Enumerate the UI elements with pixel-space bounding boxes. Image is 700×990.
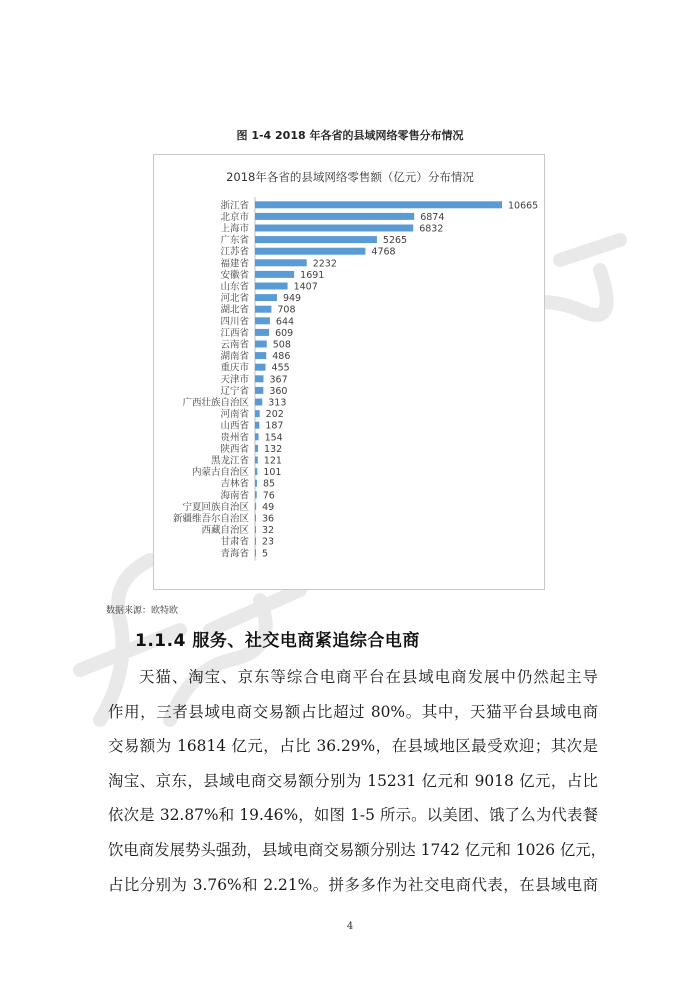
bar: [255, 480, 257, 487]
bar: [255, 503, 256, 510]
category-tick-label: 广东省: [220, 235, 249, 247]
category-tick-label: 江西省: [220, 327, 249, 339]
data-label: 5: [262, 548, 269, 560]
data-label: 6832: [419, 223, 444, 235]
category-tick-label: 江苏省: [220, 246, 249, 258]
section-heading: 1.1.4 服务、社交电商紧追综合电商: [135, 631, 420, 651]
category-tick-label: 上海市: [220, 223, 249, 235]
category-tick-label: 云南省: [220, 339, 249, 351]
data-label: 4768: [371, 246, 396, 258]
category-tick-label: 河南省: [220, 409, 249, 421]
bar: [255, 248, 365, 255]
category-tick-label: 北京市: [220, 211, 249, 223]
category-tick-label: 重庆市: [220, 362, 249, 374]
body-line: 占比分别为 3.76%和 2.21%。拼多多作为社交电商代表，在县域电商: [108, 875, 598, 894]
data-label: 1691: [300, 269, 325, 281]
bar: [255, 375, 263, 382]
bar: [255, 457, 258, 464]
body-line: 作用，三者县域电商交易额占比超过 80%。其中，天猫平台县域电商: [108, 702, 598, 721]
bar: [255, 515, 256, 522]
data-label: 32: [262, 525, 275, 537]
chart-title: 2018年各省的县域网络零售额（亿元）分布情况: [226, 170, 474, 184]
category-tick-label: 山西省: [220, 420, 249, 432]
bar: [255, 538, 256, 545]
data-label: 367: [269, 374, 288, 386]
bar: [255, 352, 266, 359]
data-label: 132: [264, 443, 283, 455]
bar: [255, 317, 270, 324]
bar: [255, 306, 271, 313]
data-label: 101: [263, 467, 282, 479]
category-tick-label: 甘肃省: [220, 536, 249, 548]
data-label: 6874: [420, 211, 445, 223]
category-tick-label: 河北省: [220, 293, 249, 305]
data-label: 508: [272, 339, 291, 351]
data-label: 10665: [508, 200, 539, 212]
bar: [255, 433, 259, 440]
bar-chart: [154, 155, 546, 591]
data-label: 187: [265, 420, 284, 432]
data-label: 36: [262, 513, 275, 525]
category-tick-label: 湖南省: [220, 351, 249, 363]
category-tick-label: 吉林省: [220, 478, 249, 490]
category-tick-label: 广西壮族自治区: [182, 397, 249, 409]
category-tick-label: 湖北省: [220, 304, 249, 316]
category-tick-label: 海南省: [220, 490, 249, 502]
body-line: 交易额为 16814 亿元，占比 36.29%，在县域地区最受欢迎；其次是: [108, 737, 598, 756]
body-line: 天猫、淘宝、京东等综合电商平台在县域电商发展中仍然起主导: [139, 668, 598, 686]
bar: [255, 410, 260, 417]
bar: [255, 294, 277, 301]
data-label: 76: [262, 490, 275, 502]
data-label: 85: [262, 478, 276, 490]
body-line: 淘宝、京东，县域电商交易额分别为 15231 亿元和 9018 亿元，占比: [108, 771, 598, 790]
category-tick-label: 福建省: [220, 258, 249, 270]
bar: [255, 445, 258, 452]
body-paragraph: [108, 660, 607, 902]
bar: [255, 422, 259, 429]
page-number: 4: [346, 921, 354, 932]
category-tick-label: 贵州省: [220, 432, 249, 444]
body-line: 依次是 32.87%和 19.46%，如图 1-5 所示。以美团、饿了么为代表餐: [108, 806, 598, 825]
bar: [255, 271, 294, 278]
category-tick-label: 黑龙江省: [210, 455, 249, 467]
data-label: 455: [271, 362, 290, 374]
figure-caption: 图 1-4 2018 年各省的县域网络零售分布情况: [236, 129, 464, 142]
bar: [255, 329, 269, 336]
data-label: 5265: [382, 235, 408, 247]
category-tick-label: 四川省: [220, 316, 249, 328]
data-label: 486: [272, 351, 291, 363]
data-label: 949: [282, 293, 302, 305]
bar: [255, 468, 257, 475]
bar: [255, 526, 256, 533]
data-label: 708: [277, 304, 296, 316]
category-tick-label: 宁夏回族自治区: [182, 501, 249, 513]
data-label: 609: [275, 327, 294, 339]
bar: [255, 491, 257, 498]
category-tick-label: 天津市: [220, 374, 249, 386]
category-tick-label: 安徽省: [220, 269, 249, 281]
bar: [255, 341, 267, 348]
data-label: 1407: [293, 281, 318, 293]
category-tick-label: 西藏自治区: [201, 525, 249, 537]
data-label: 23: [262, 536, 275, 548]
data-label: 121: [263, 455, 282, 467]
bar: [255, 225, 413, 232]
category-tick-label: 新疆维吾尔自治区: [172, 513, 249, 525]
bar: [255, 387, 263, 394]
bar: [255, 259, 307, 266]
data-label: 360: [269, 385, 288, 397]
bar: [255, 283, 288, 290]
category-tick-label: 青海省: [220, 548, 249, 560]
bar: [255, 201, 502, 208]
bar: [255, 213, 414, 220]
chart-container: [153, 154, 545, 590]
category-tick-label: 山东省: [220, 281, 249, 293]
bar: [255, 399, 262, 406]
data-label: 202: [265, 409, 284, 421]
category-tick-label: 浙江省: [220, 200, 249, 212]
category-tick-label: 辽宁省: [220, 385, 249, 397]
data-label: 49: [262, 501, 275, 513]
bar: [255, 236, 377, 243]
data-label: 644: [275, 316, 295, 328]
bar: [255, 364, 266, 371]
data-source: 数据来源：欧特欧: [106, 606, 179, 616]
data-label: 2232: [312, 258, 337, 270]
data-label: 313: [268, 397, 287, 409]
category-tick-label: 陕西省: [220, 443, 249, 455]
category-tick-label: 内蒙古自治区: [191, 467, 249, 479]
body-line: 饮电商发展势头强劲，县域电商交易额分别达 1742 亿元和 1026 亿元，: [108, 840, 607, 859]
bar: [255, 549, 256, 556]
data-label: 154: [264, 432, 283, 444]
